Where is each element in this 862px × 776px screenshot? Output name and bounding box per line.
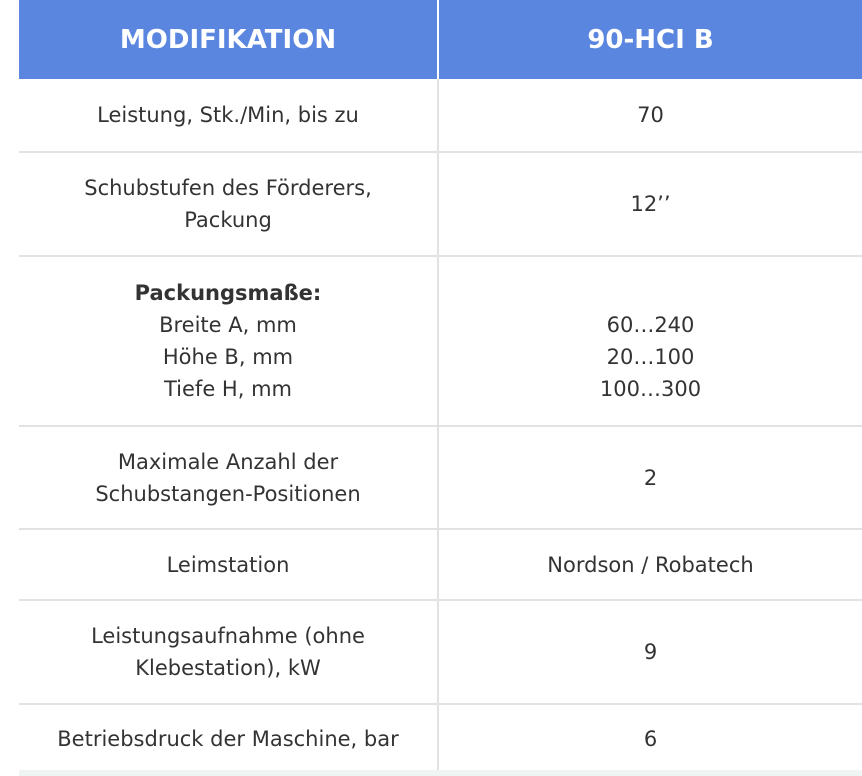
label-line: Packung: [184, 208, 272, 232]
label-line: Schubstangen-Positionen: [95, 481, 361, 506]
bottom-strip: [19, 770, 862, 776]
row-value: [438, 426, 862, 529]
table-row: [19, 79, 862, 152]
label-line: Maximale Anzahl der: [117, 449, 339, 474]
label-line: Betriebsdruck der Maschine, bar: [57, 726, 399, 751]
row-label: [19, 600, 438, 704]
value-line: 60…240: [606, 313, 695, 337]
row-label: [19, 704, 438, 772]
specifications-table: [19, 0, 862, 772]
label-line: Schubstufen des Förderers,: [84, 176, 372, 200]
table-row: [19, 529, 862, 600]
value-line: 100…300: [599, 377, 702, 401]
label-line: Klebestation), kW: [135, 656, 321, 680]
value-line: 6: [643, 726, 658, 751]
row-value: [438, 256, 862, 426]
table-header-row: [19, 0, 862, 79]
row-label: [19, 152, 438, 256]
label-line: Leimstation: [166, 552, 290, 577]
label-line: Tiefe H, mm: [164, 377, 292, 401]
header-model: 90-HCI B: [438, 0, 862, 79]
row-value: [438, 529, 862, 600]
table-row: [19, 426, 862, 529]
row-label: [19, 529, 438, 600]
label-line: Höhe B, mm: [162, 345, 294, 369]
value-line: 20…100: [606, 345, 695, 369]
row-value: [438, 152, 862, 256]
table-row: [19, 600, 862, 704]
row-value: [438, 704, 862, 772]
row-label: [19, 256, 438, 426]
value-spacer: [453, 277, 848, 309]
table-row: [19, 704, 862, 772]
label-line: Leistung, Stk./Min, bis zu: [97, 103, 359, 127]
row-value: [438, 79, 862, 152]
row-label: [19, 79, 438, 152]
value-line: Nordson / Robatech: [547, 552, 754, 577]
label-line: Leistungsaufnahme (ohne: [91, 624, 365, 648]
label-line: Breite A, mm: [159, 313, 297, 337]
value-line: 2: [643, 465, 658, 490]
table-row: [19, 152, 862, 256]
value-line: 12’’: [630, 192, 671, 216]
row-value: [438, 600, 862, 704]
header-modification: MODIFIKATION: [19, 0, 438, 79]
value-line: 70: [637, 103, 664, 127]
group-title: Packungsmaße:: [134, 281, 322, 305]
value-line: 9: [643, 640, 658, 664]
row-label: [19, 426, 438, 529]
table-row: [19, 256, 862, 426]
